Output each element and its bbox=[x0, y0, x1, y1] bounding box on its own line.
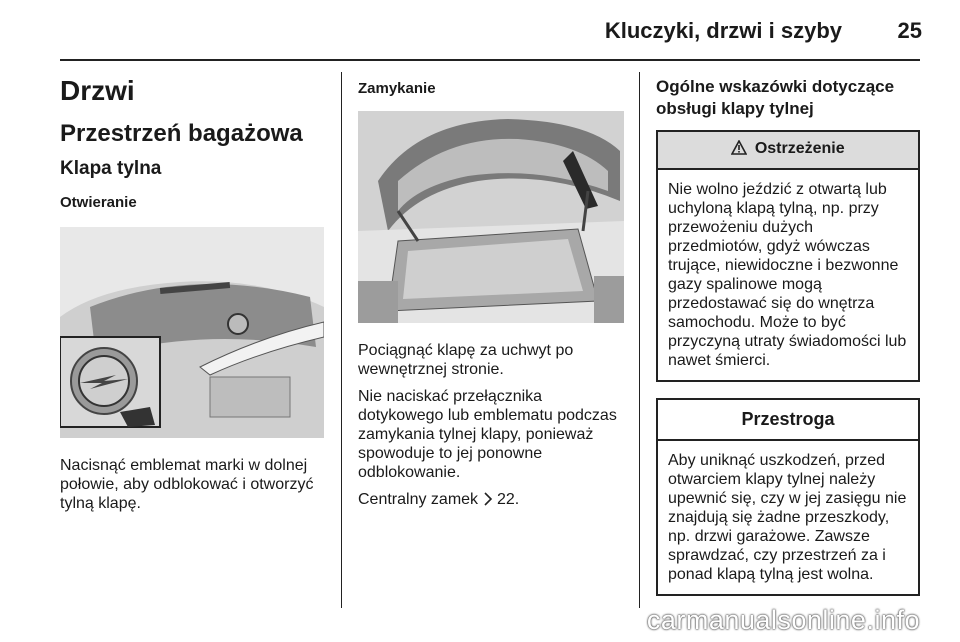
reference-page: 22. bbox=[496, 491, 520, 508]
column-divider bbox=[341, 72, 342, 608]
section-heading: Ogólne wskazówki dotyczące obsługi klapy tylnej bbox=[656, 77, 895, 119]
left-column bbox=[60, 76, 324, 521]
warning-text: Nie wolno jeździć z otwartą lub uchyloną klapą tylną, np. przy przewożeniu dużych przedmiotów, gdyż wówczas trujące, niewidoczne i bezwonne gazy spalinowe mogą przedostawać się do wnętrza samochodu. Może to być przyczyną utraty świadomości lub nawet śmierci. bbox=[668, 181, 907, 370]
topic-heading: Klapa tylna bbox=[60, 158, 162, 180]
step-heading: Otwieranie bbox=[60, 194, 137, 212]
right-column bbox=[656, 76, 920, 596]
page-number: 25 bbox=[897, 18, 922, 43]
caution-box bbox=[656, 398, 920, 596]
warning-title: Ostrzeżenie bbox=[754, 140, 845, 158]
instruction-text: Nie naciskać przełącznika dotykowego lub emblematu podczas zamykania tylnej klapy, ponieważ spowoduje to jej ponowne odblokowanie. bbox=[358, 388, 617, 481]
step-heading: Zamykanie bbox=[358, 80, 436, 97]
instruction-text: Nacisnąć emblemat marki w dolnej połowie, aby odblokować i otworzyć tylną klapę. bbox=[60, 457, 314, 513]
header-title: Kluczyki, drzwi i szyby bbox=[604, 18, 842, 43]
tailgate-emblem-illustration bbox=[60, 227, 324, 438]
caution-title: Przestroga bbox=[658, 400, 918, 441]
warning-box bbox=[656, 130, 920, 382]
cross-reference[interactable] bbox=[358, 490, 624, 509]
watermark: carmanualsonline.info bbox=[646, 605, 920, 635]
reference-label: Centralny zamek bbox=[358, 491, 479, 508]
section-heading: Drzwi bbox=[60, 75, 135, 106]
warning-triangle-icon bbox=[731, 140, 747, 160]
column-divider bbox=[639, 72, 640, 608]
warning-header bbox=[658, 132, 918, 170]
middle-column bbox=[358, 76, 624, 517]
tailgate-closing-illustration bbox=[358, 111, 624, 323]
header-rule bbox=[60, 59, 920, 61]
subsection-heading: Przestrzeń bagażowa bbox=[60, 119, 303, 147]
instruction-text: Pociągnąć klapę za uchwyt po wewnętrznej stronie. bbox=[358, 342, 574, 378]
caution-text: Aby uniknąć uszkodzeń, przed otwarciem klapy tylnej należy upewnić się, czy w jej zasięgu nie znajdują się żadne przeszkody, np. drzwi garażowe. Zawsze sprawdzać, czy przestrzeń za i ponad klapą tylną jest wolna. bbox=[668, 452, 907, 584]
reference-arrow-icon bbox=[483, 491, 497, 508]
